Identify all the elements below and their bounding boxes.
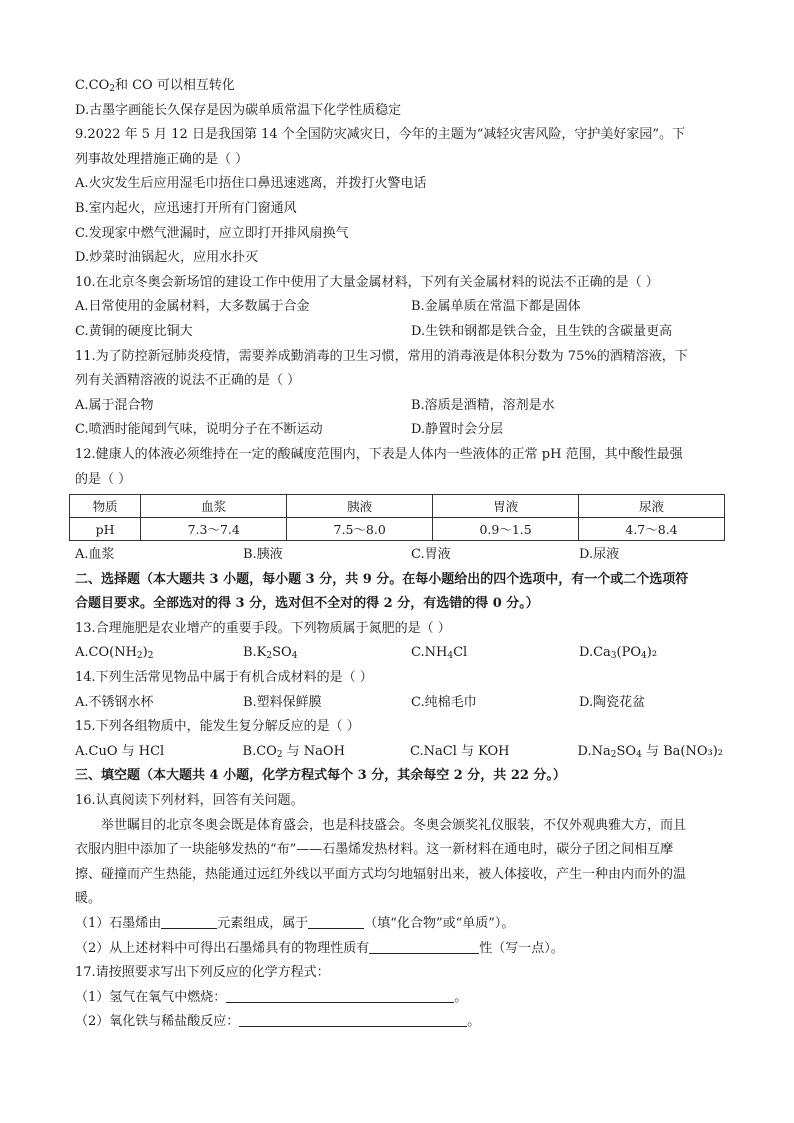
q9-stem-cont: 列事故处理措施正确的是（ ） <box>75 151 249 167</box>
q12-option-d: D.尿液 <box>579 547 620 563</box>
q14-option-a: A.不锈钢水杯 <box>75 694 154 710</box>
q16-passage: 举世瞩目的北京冬奥会既是体育盛会，也是科技盛会。冬奥会颁奖礼仪服装，不仅外观典雅大方，而且 <box>101 817 687 833</box>
q8-option-d: D.古墨字画能长久保存是因为碳单质常温下化学性质稳定 <box>75 102 402 118</box>
q11-option-c: C.喷洒时能闻到气味，说明分子在不断运动 <box>75 422 323 438</box>
ph-table-cell: 7.5～8.0 <box>287 518 433 541</box>
q13-option-c: $C.NH_4Cl$ <box>411 645 468 662</box>
ph-table-header: 胰液 <box>287 495 433 518</box>
ph-table-header: 胃液 <box>433 495 579 518</box>
q9-option-c: C.发现家中燃气泄漏时，应立即打开排风扇换气 <box>75 225 349 241</box>
answer-blank[interactable] <box>161 914 217 929</box>
q12-stem: 12.健康人的体液必须维持在一定的酸碱度范围内，下表是人体内一些液体的正常 pH 范围，其中酸性最强 <box>75 446 683 462</box>
q11-options-row1 <box>75 394 723 419</box>
q15-option-a: A.CuO 与 HCl <box>75 743 165 759</box>
q12-option-a: A.血浆 <box>75 547 115 563</box>
q13-option-a: $A.CO(NH_2)_2$ <box>75 645 154 662</box>
q11-option-d: D.静置时会分层 <box>411 422 504 438</box>
q15-option-d: $D.Na_2SO_4$ 与 Ba(NO₃)₂ <box>577 743 723 760</box>
q9-option-d: D.炒菜时油锅起火，应用水扑灭 <box>75 250 259 266</box>
ph-table-cell: 0.9～1.5 <box>433 518 579 541</box>
q12-stem-cont: 的是（ ） <box>75 471 132 487</box>
q16-sub1: （1）石墨烯由 元素组成，属于 （填“化合物”或“单质”）。 <box>75 916 515 931</box>
q14-options <box>75 691 723 716</box>
ph-table <box>69 494 725 541</box>
q10-options-row1 <box>75 295 723 320</box>
ph-table-cell: 4.7～8.4 <box>579 518 725 541</box>
q10-option-c: C.黄铜的硬度比铜大 <box>75 323 193 339</box>
q10-option-a: A.日常使用的金属材料，大多数属于合金 <box>75 299 310 315</box>
answer-blank[interactable] <box>226 988 454 1003</box>
q9-option-b: B.室内起火，应迅速打开所有门窗通风 <box>75 200 297 216</box>
answer-blank[interactable] <box>308 914 364 929</box>
q9-option-a: A.火灾发生后应用湿毛巾捂住口鼻迅速逃离，并拨打火警电话 <box>75 176 427 192</box>
ph-table-header: 血浆 <box>141 495 287 518</box>
q12-option-b: B.胰液 <box>243 547 283 563</box>
q13-option-b: $B.K_2SO_4$ <box>243 645 298 662</box>
q10-stem: 10.在北京冬奥会新场馆的建设工作中使用了大量金属材料，下列有关金属材料的说法不正确的是（ ） <box>75 274 659 290</box>
answer-blank[interactable] <box>369 939 479 954</box>
ph-table-header: 尿液 <box>579 495 725 518</box>
exam-page <box>75 74 723 1035</box>
q16-stem: 16.认真阅读下列材料，回答有关问题。 <box>75 793 304 809</box>
q10-option-d: D.生铁和钢都是铁合金，且生铁的含碳量更高 <box>411 323 673 339</box>
ph-table-cell: pH <box>70 518 141 541</box>
q13-options <box>75 641 723 666</box>
q16-sub2: （2）从上述材料中可得出石墨烯具有的物理性质有 性（写一点）。 <box>75 940 564 956</box>
q10-option-b: B.金属单质在常温下都是固体 <box>411 299 581 315</box>
q11-stem: 11.为了防控新冠肺炎疫情，需要养成勤消毒的卫生习惯，常用的消毒液是体积分数为 75%的酒精溶液，下 <box>75 348 688 364</box>
ph-table-header-row <box>70 495 725 518</box>
q17-sub2: （2）氧化铁与稀盐酸反应： 。 <box>75 1014 481 1030</box>
q11-options-row2 <box>75 418 723 443</box>
q17-stem: 17.请按照要求写出下列反应的化学方程式： <box>75 965 330 981</box>
q10-options-row2 <box>75 320 723 345</box>
answer-blank[interactable] <box>239 1012 467 1027</box>
q14-option-c: C.纯棉毛巾 <box>411 694 477 710</box>
q16-passage-cont: 擦、碰撞而产生热能，热能通过远红外线以平面方式均匀地辐射出来，被人体接收，产生一种由内而外的温 <box>75 866 687 882</box>
section2-heading: 二、选择题（本大题共 3 小题，每小题 3 分，共 9 分。在每小题给出的四个选项中，有一个或二个选项符 <box>75 571 689 587</box>
section3-heading: 三、填空题（本大题共 4 小题，化学方程式每个 3 分，其余每空 2 分，共 22 分。） <box>75 768 566 784</box>
q16-passage-cont: 暖。 <box>75 891 102 907</box>
q13-stem: 13.合理施肥是农业增产的重要手段。下列物质属于氮肥的是（ ） <box>75 620 451 636</box>
q16-passage-cont: 衣服内胆中添加了一块能够发热的“布”——石墨烯发热材料。这一新材料在通电时，碳分子团之间相互摩 <box>75 842 674 858</box>
section2-heading-cont: 合题目要求。全部选对的得 3 分，选对但不全对的得 2 分，有选错的得 0 分。） <box>75 596 539 612</box>
q17-sub1: （1）氢气在氧气中燃烧： 。 <box>75 989 468 1005</box>
q13-option-d: $D.Ca_3(PO_4)_2$ <box>579 645 658 662</box>
q15-stem: 15.下列各组物质中，能发生复分解反应的是（ ） <box>75 719 360 735</box>
q9-stem: 9.2022 年 5 月 12 日是我国第 14 个全国防灾减灾日，今年的主题为“减轻灾害风险，守护美好家园”。下 <box>75 127 686 143</box>
q12-option-c: C.胃液 <box>411 547 451 563</box>
q12-options <box>75 543 723 568</box>
q14-option-d: D.陶瓷花盆 <box>579 694 646 710</box>
q8-option-c: $C.CO_2$和 CO 可以相互转化 <box>75 78 235 94</box>
q14-option-b: B.塑料保鲜膜 <box>243 694 322 710</box>
q11-option-a: A.属于混合物 <box>75 397 154 413</box>
ph-table-cell: 7.3～7.4 <box>141 518 287 541</box>
ph-table-header: 物质 <box>70 495 141 518</box>
q11-stem-cont: 列有关酒精溶液的说法不正确的是（ ） <box>75 373 301 389</box>
q11-option-b: B.溶质是酒精，溶剂是水 <box>411 397 555 413</box>
q15-options <box>75 740 723 765</box>
q14-stem: 14.下列生活常见物品中属于有机合成材料的是（ ） <box>75 670 373 686</box>
q15-option-c: C.NaCl 与 KOH <box>410 743 510 759</box>
q15-option-b: $B.CO_2$ 与 NaOH <box>242 743 345 760</box>
ph-table-row <box>70 518 725 541</box>
